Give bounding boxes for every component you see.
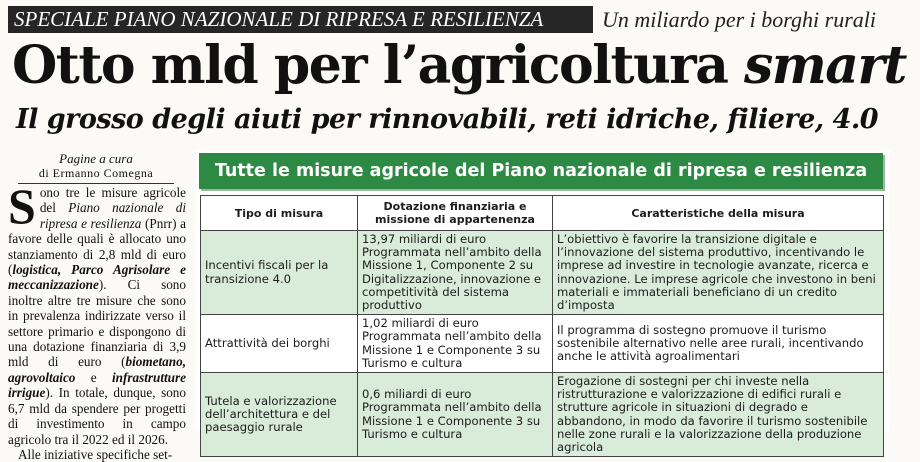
kicker-bar <box>8 6 912 33</box>
column-header-tipo: Tipo di misura <box>201 196 358 231</box>
cell-tipo: Incentivi fiscali per la transizione 4.0 <box>201 231 358 315</box>
article-body <box>8 178 186 462</box>
table-row <box>201 373 884 457</box>
cell-tipo: Tutela e valorizzazione dell’architettura e del paesaggio rurale <box>201 373 358 457</box>
column-header-dotazione: Dotazione finanziaria e missione di appartenenza <box>358 196 553 231</box>
article-text-emphasis: infrastrutture irrigue <box>8 369 186 401</box>
subheadline: Il grosso degli aiuti per rinnovabili, reti idriche, filiere, 4.0 <box>16 104 879 135</box>
article-paragraph-2: Alle iniziative specifiche set- <box>18 446 173 462</box>
article-text-emphasis: biometano, agrovoltaico <box>8 354 186 385</box>
cell-dotazione: 13,97 miliardi di euro Programmata nell’ambito della Missione 1, Componente 2 su Digitalizzazione, innovazione e competitività del sistema produttivo <box>358 231 553 315</box>
article-text-emphasis: logistica, Parco Agrisolare e meccanizzazione <box>8 262 186 293</box>
article-text-italic: Piano nazionale di ripresa e resilienza <box>39 200 186 231</box>
section-label: SPECIALE PIANO NAZIONALE DI RIPRESA E RESILIENZA <box>8 6 593 33</box>
table-row <box>201 231 884 315</box>
kicker-right-text: Un miliardo per i borghi rurali <box>602 7 877 32</box>
cell-dotazione: 1,02 miliardi di euro Programmata nell’ambito della Missione 1 e Componente 3 su Turismo e cultura <box>358 315 553 373</box>
headline <box>12 35 912 97</box>
table-header-row <box>201 196 884 231</box>
measures-table-box <box>195 150 890 455</box>
article-text: (Pnrr) a favore delle quali è allocato uno stanziamento di 2,8 mld di euro ( <box>8 215 186 278</box>
cell-caratteristiche: Il programma di sostegno promuove il turismo sostenibile alternativo nelle aree rurali, incentivando anche le attività agroalimentari <box>553 315 884 373</box>
byline-author: di Ermanno Comegna <box>38 166 154 180</box>
article-text: ). In totale, dunque, sono 6,7 mld da spendere per progetti di investimento in campo agricolo tra il 2022 ed il 2026. <box>8 385 186 447</box>
measures-table <box>200 195 884 457</box>
byline-label: Pagine a cura <box>59 151 133 166</box>
table-title: Tutte le misure agricole del Piano nazionale di ripresa e resilienza <box>199 153 883 189</box>
cell-caratteristiche: L’obiettivo è favorire la transizione digitale e l’innovazione del sistema produttivo, incentivando le imprese ad investire in tecnologie avanzate, ricerca e innovazione. Le imprese agricole che investono in beni materiali e immateriali beneficiano di un credito d’imposta <box>553 231 884 315</box>
drop-cap: S <box>8 178 36 234</box>
cell-dotazione: 0,6 miliardi di euro Programmata nell’ambito della Missione 1 e Componente 3 su Turismo e cultura <box>358 373 553 457</box>
article-text: ono tre le misure agricole del <box>39 185 186 216</box>
cell-caratteristiche: Erogazione di sostegni per chi investe nella ristrutturazione e valorizzazione di edifici rurali e strutture agricole in situazioni di degrado e abbandono, in modo da favorire il turismo sostenibile nelle zone rurali e la valorizzazione della produzione agricola <box>553 373 884 457</box>
headline-main: Otto mld per l’agricoltura <box>12 35 728 96</box>
headline-accent: smart <box>744 35 906 96</box>
article-paragraph <box>8 178 186 447</box>
cell-tipo: Attrattività dei borghi <box>201 315 358 373</box>
table-row <box>201 315 884 373</box>
article-text: e <box>75 369 112 385</box>
byline-divider <box>18 183 174 184</box>
article-text: ). Ci sono inoltre altre tre misure che sono in prevalenza indirizzate verso il settore primario e dispongono di una dotazione finanziaria di 3,9 mld di euro ( <box>8 277 186 370</box>
column-header-caratteristiche: Caratteristiche della misura <box>553 196 884 231</box>
